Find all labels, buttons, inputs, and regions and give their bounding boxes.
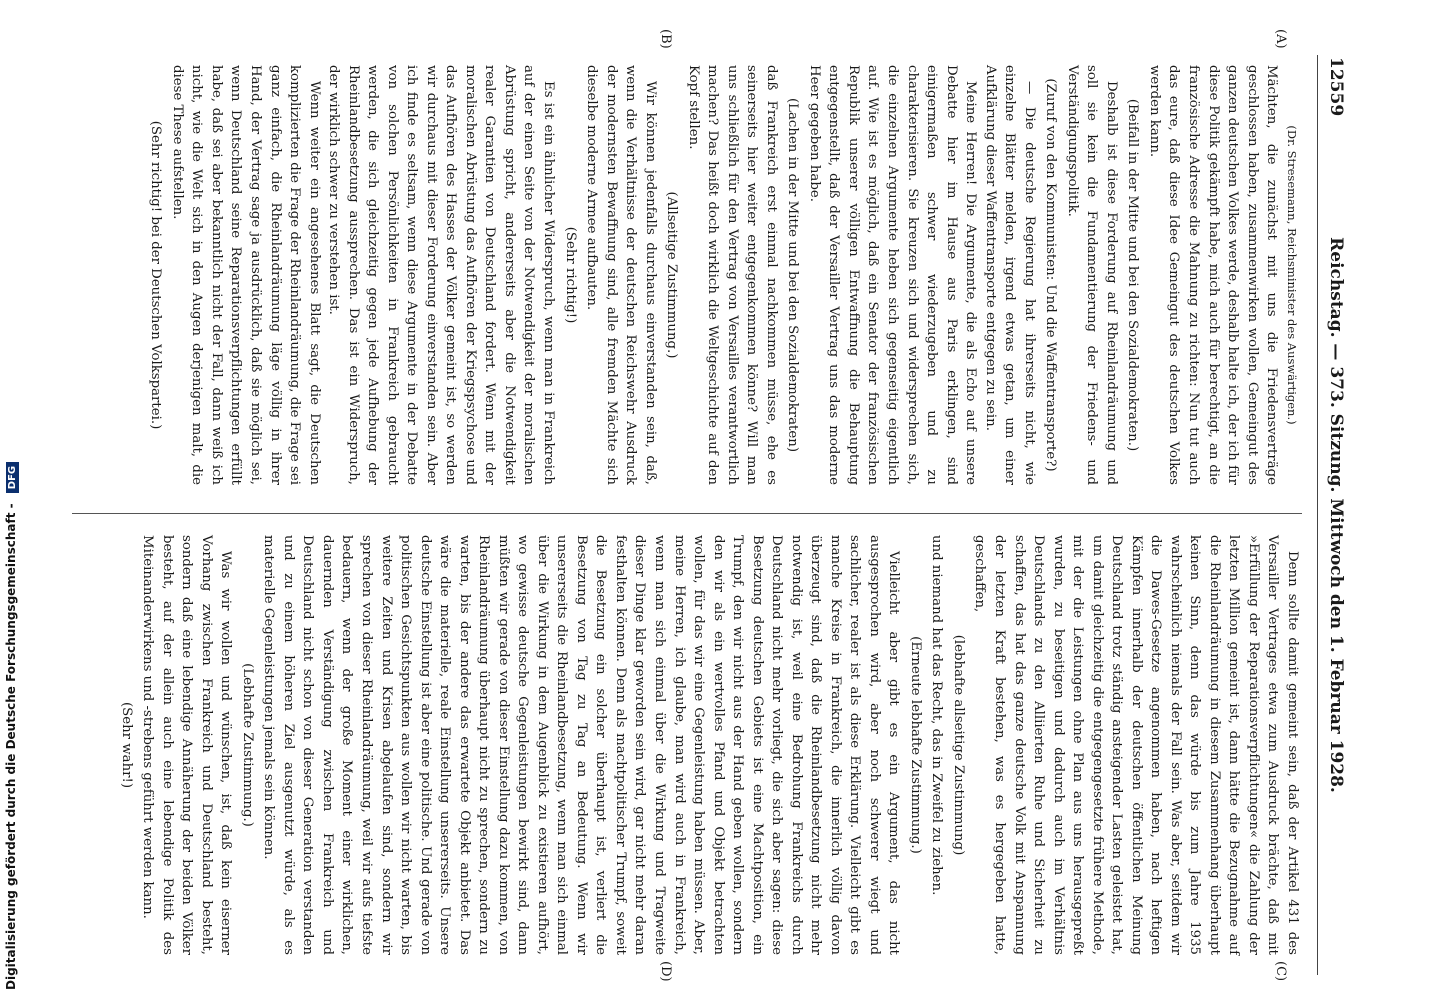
paragraph: Was wir wollen und wünschen, ist, daß kein eiserner Vorhang zwischen Frankreich und Deutschland besteht, sondern daß eine lebendige Annäherung der beiden Völker besteht, auf der allein auch eine lebendige Politik des Miteinanderwirkens und -strebens geführt werden kann. <box>140 535 234 955</box>
paragraph: daß Frankreich erst einmal nachkommen müsse, ehe es seinerseits hier weiter entgegenkommen könne? Will man uns schließlich für den Vertrag von Versailles verantwortlich machen? Das heißt doch wirklich die Weltgeschichte auf den Kopf stellen. <box>685 65 779 485</box>
funding-note-container <box>4 462 19 990</box>
paragraph: Deshalb ist diese Forderung auf Rheinlandräumung und soll sie kein die Fundamentierung der Friedens- und Verständigungspolitik. <box>1064 65 1119 485</box>
paragraph: und niemand hat das Recht, das in Zweifel zu ziehen. <box>929 535 945 896</box>
paragraph: Denn sollte damit gemeint sein, daß der Artikel 431 des Versailler Vertrages etwa zum Ausdruck brächte, daß mit »Erfüllung der Reparationsverpflichtungen« die Zahlung der letzten Million gemeint ist, dann hätte die Bezugnahme auf die Rheinlandräumung in diesem Zusammenhang überhaupt keinen Sinn, denn das würde bis zum Jahre 1935 wahrscheinlich niemals der Fall sein. Was aber, seitdem wir die Dawes-Gesetze angenommen haben, nach heftigen Kämpfen innerhalb der deutschen öffentlichen Meinung Deutschland trotz ständig ansteigender Lasten geleistet hat, um damit gleichzeitig die entgegengesetzte frühere Methode, mit der die Leistungen ohne Plan aus uns herausgepreßt wurden, zu beseitigen und dadurch auch im Verhältnis Deutschlands zu den Alliierten Ruhe und Sicherheit zu schaffen, das hat das ganze deutsche Volk mit Anspannung der letzten Kraft bestehen, was es hergegeben hatte, geschaffen, <box>972 535 1300 955</box>
page-number: 12559 <box>1326 57 1346 117</box>
funding-note: Digitalisierung gefördert durch die Deutsche Forschungsgemeinschaft - <box>4 503 18 990</box>
remark: (Lachen in der Mitte und bei den Sozialdemokraten) <box>785 97 801 453</box>
margin-letter-c: (C) <box>1273 961 1288 982</box>
left-column <box>144 65 1302 485</box>
paragraph: Es ist ein ähnlicher Widerspruch, wenn man in Frankreich auf der einen Seite von der Notwendigkeit der moralischen Abrüstung spricht, andererseits aber die Notwendigkeit realer Garantien von Deutschland fordert. Wenn mit der moralischen Abrüstung das Aufhören der Kriegspsychose und das Aufhören des Hasses der Völker gemeint ist, so werden wir durchaus mit dieser Forderung einverstanden sein. Aber ich finde es seltsam, wenn diese Argumente in der Debatte von solchen Persönlichkeiten in Frankreich gebraucht werden, die sich gleichzeitig gegen jede Aufhebung der Rheinlandbesetzung aussprechen. Das ist ein Widerspruch, der wirklich schwer zu verstehen ist. <box>326 65 556 485</box>
remark: (Allseitige Zustimmung.) <box>664 191 680 359</box>
dfg-logo: DFG <box>6 462 19 493</box>
document-page <box>50 29 1350 982</box>
funding-footer <box>0 0 22 1000</box>
remark: (lebhafte allseitige Zustimmung) <box>950 634 966 856</box>
column-divider <box>72 513 1302 514</box>
remark: (Zuruf von den Kommunisten: Und die Waffentransporte?) <box>1043 78 1059 472</box>
remark: (Erneute lebhafte Zustimmung.) <box>907 636 923 854</box>
paragraph: Meine Herren! Die Argumente, die als Echo auf unsere Debatte hier im Hause aus Paris erklingen, sind einigermaßen schwer wiederzugeben und zu charakterisieren. Sie kreuzen sich und widersprechen sich, die einzelnen Argumente heben sich gegenseitig eigentlich auf. Wie ist es möglich, daß ein Senator der französischen Republik unserer völligen Entwaffnung die Behauptung entgegenstellt, daß der Versailler Vertrag uns das moderne Heer gegeben habe. <box>806 65 979 485</box>
margin-letter-a: (A) <box>1273 29 1288 49</box>
paragraph: — Die deutsche Regierung hat ihrerseits nicht, wie einzelne Blätter melden, irgend etwas getan, um einer Aufklärung dieser Waffentransporte entgegen zu sein. <box>982 65 1037 485</box>
margin-letter-d: (D) <box>658 961 673 982</box>
remark: (Sehr richtig! bei der Deutschen Volkspartei.) <box>148 120 164 430</box>
remark: (Beifall in der Mitte und bei den Sozialdemokraten.) <box>1125 98 1141 452</box>
speaker-tag: (Dr. Stresemann, Reichsminister des Auswärtigen.) <box>1285 125 1299 425</box>
paragraph: Wir können jedenfalls durchaus einverstanden sein, daß, wenn die Verhältnisse der deutschen Reichswehr Ausdruck der modernsten Bewaffnung sind, alle fremden Mächte sich dieselbe moderne Armee aufbauten. <box>584 65 658 485</box>
remark: (Lebhafte Zustimmung.) <box>239 663 255 827</box>
right-column <box>114 535 1302 955</box>
paragraph: Mächten, die zunächst mit uns die Friedensverträge geschlossen haben, zusammenwirken wollen, Gemeingut des ganzen deutschen Volkes werde, deshalb halte ich, der ich für diese Politik gekämpft habe, mich auch für berechtigt, an die französische Adresse die Mahnung zu richten: Nun tut auch das eure, daß diese Idee Gemeingut des deutschen Volkes werden kann. <box>1146 65 1280 485</box>
paragraph: Vielleicht aber gibt es ein Argument, das nicht ausgesprochen wird, aber noch schwerer wiegt und sachlicher, realer ist als diese Erklärung. Vielleicht gibt es manche Kreise in Frankreich, die innerlich völlig davon überzeugt sind, daß die Rheinlandbesetzung nicht mehr notwendig ist, weil eine Bedrohung Frankreichs durch Deutschland nicht mehr vorliegt, die sich aber sagen: diese Besetzung deutschen Gebiets ist eine Machtposition, ein Trumpf, den wir nicht aus der Hand geben wollen, sondern den wir als ein wertvolles Pfand und Objekt betrachten wollen, für das wir eine Gegenleistung haben müssen. Aber, meine Herren, ich glaube, man wird auch in Frankreich, wenn man sich einmal über die Wirkung und Tragweite dieser Dinge klar geworden sein wird, gar nicht mehr daran festhalten können. Denn als machtpolitischer Trumpf, soweit die Besetzung ein solcher überhaupt ist, verliert die Besetzung von Tag zu Tag an Bedeutung. Wenn wir unsererseits die Rheinlandbesetzung, wenn man sich einmal über die Wirkung in dem Augenblick zu existieren aufhört, wo gewisse deutsche Gegenleistungen bewirkt sind, dann müßten wir gerade von dieser Einstellung dazu kommen, von Rheinlandräumung überhaupt nicht zu sprechen, sondern zu warten, bis der andere das erwartete Objekt anbietet. Das wäre die materielle, reale Einstellung unsererseits. Unsere deutsche Einstellung ist aber eine politische. Und gerade von politischen Gesichtspunkten aus wollen wir nicht warten, bis weitere Zeiten und Krisen abgelaufen sind, sondern wir sprechen von dieser Rheinlandräumung, weil wir aufs tiefste bedauern, wenn der große Moment einer wirklichen, dauernden Verständigung zwischen Frankreich und Deutschland nicht schon von dieser Generation verstanden und zu einem höheren Ziel ausgenutzt würde, als es materielle Gegenleistungen jemals sein können. <box>261 535 902 955</box>
page-title: Reichstag. — 373. Sitzung. Mittwoch den 1. Februar 1928. <box>1326 237 1346 793</box>
running-head <box>1317 55 1350 975</box>
remark: (Sehr richtig!) <box>562 226 578 324</box>
margin-letter-b: (B) <box>658 29 673 49</box>
paragraph: Wenn weiter ein angesehenes Blatt sagt, die Deutschen komplizierten die Frage der Rheinlandräumung, die Frage sei ganz einfach, die Rheinlandräumung läge völlig in ihrer Hand, der Vertrag sage ja ausdrücklich, daß sie möglich sei, wenn Deutschland seine Reparationsverpflichtungen erfüllt habe, daß sei aber bekanntlich nicht der Fall, dann weiß ich nicht, wie die Welt sich in den Augen derjenigen malt, die diese These aufstellen. <box>169 65 322 485</box>
remark: (Sehr wahr!) <box>118 701 134 789</box>
